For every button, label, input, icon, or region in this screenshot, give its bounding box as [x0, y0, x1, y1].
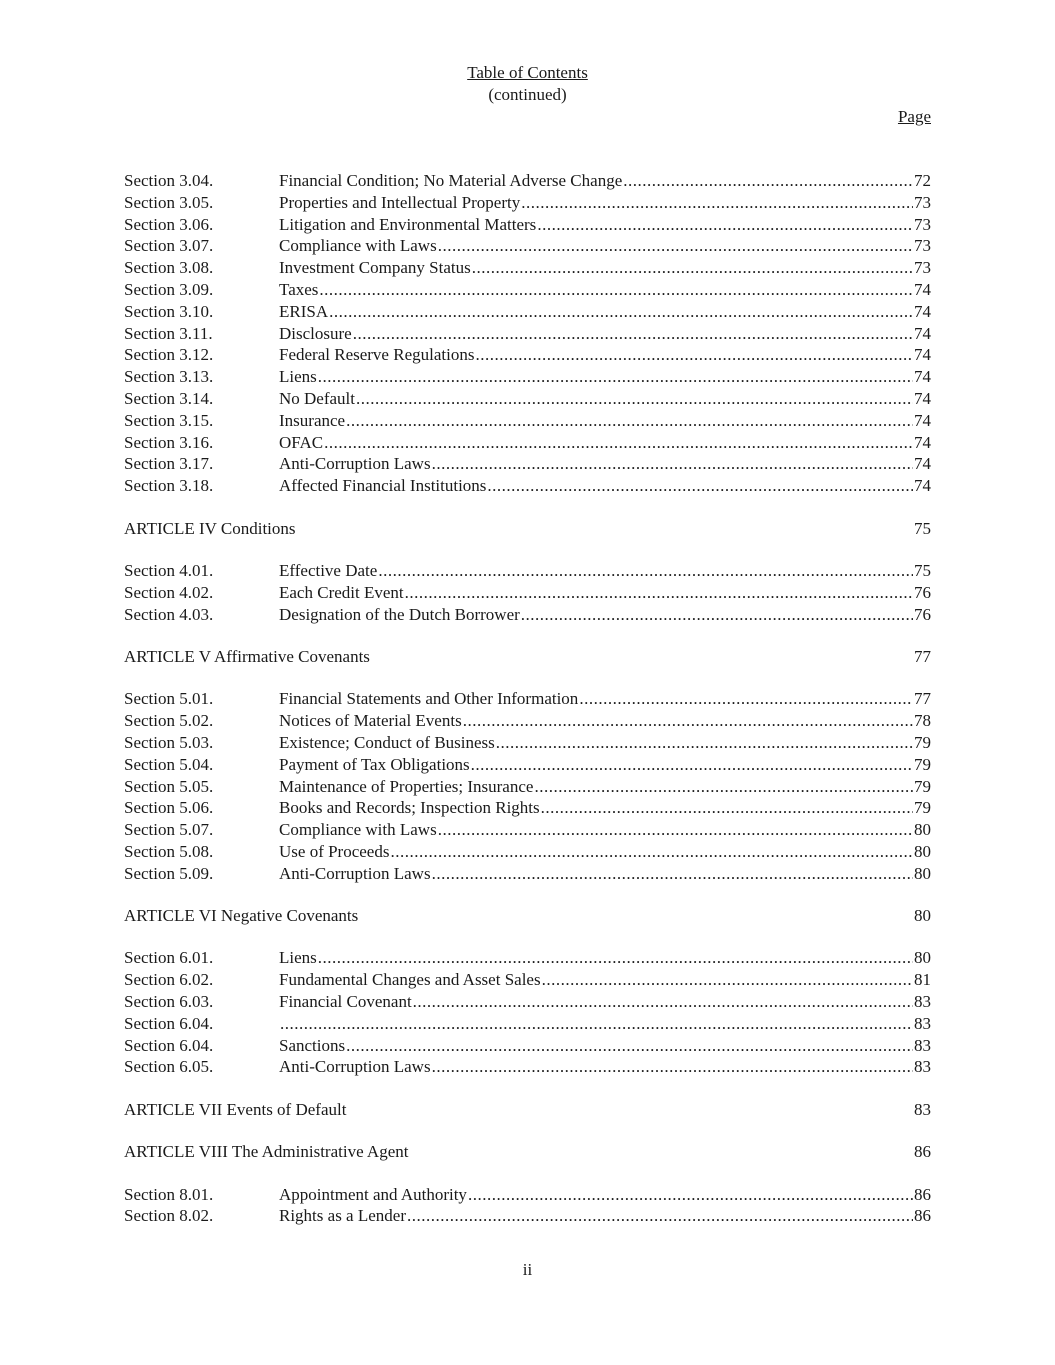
toc-section-entry — [124, 192, 931, 214]
toc-article-heading — [124, 646, 931, 668]
section-title: No Default — [279, 388, 356, 408]
toc-section-entry — [124, 991, 931, 1013]
section-title: Properties and Intellectual Property — [279, 192, 521, 212]
section-number: Section 3.08. — [124, 258, 214, 278]
section-page-number: 79 — [914, 754, 931, 774]
dot-leader — [346, 1035, 913, 1057]
section-title: Taxes — [279, 279, 319, 299]
section-title: Each Credit Event — [279, 582, 404, 602]
section-page-number: 74 — [914, 410, 931, 430]
section-number: Section 3.10. — [124, 301, 214, 321]
dot-leader — [472, 257, 913, 279]
article-page-number: 83 — [914, 1099, 931, 1119]
dot-leader — [319, 279, 913, 301]
toc-section-entry — [124, 863, 931, 885]
toc-section-entry — [124, 1013, 931, 1035]
section-title: Investment Company Status — [279, 258, 471, 278]
section-title: Liens — [279, 948, 317, 968]
toc-section-entry — [124, 560, 931, 582]
section-page-number: 86 — [914, 1206, 931, 1226]
section-title: Sanctions — [279, 1035, 346, 1055]
section-page-number: 80 — [914, 820, 931, 840]
toc-subtitle: (continued) — [488, 85, 567, 104]
toc-article-heading — [124, 1099, 931, 1121]
page-column-label: Page — [897, 107, 931, 126]
section-title: Use of Proceeds — [279, 841, 390, 861]
section-number: Section 3.11. — [124, 323, 213, 343]
toc-section-entry — [124, 432, 931, 454]
article-title: ARTICLE VIII The Administrative Agent — [124, 1142, 409, 1162]
toc-section-entry — [124, 170, 931, 192]
section-page-number: 80 — [914, 948, 931, 968]
article-title: ARTICLE VI Negative Covenants — [124, 906, 359, 926]
article-title: ARTICLE VII Events of Default — [124, 1099, 347, 1119]
dot-leader — [438, 235, 913, 257]
dot-leader — [356, 388, 913, 410]
section-page-number: 79 — [914, 798, 931, 818]
section-number: Section 6.01. — [124, 948, 214, 968]
section-page-number: 74 — [914, 454, 931, 474]
section-number: Section 5.03. — [124, 732, 214, 752]
toc-section-entry — [124, 1184, 931, 1206]
dot-leader — [534, 776, 913, 798]
section-title: Existence; Conduct of Business — [279, 732, 495, 752]
dot-leader — [432, 1056, 913, 1078]
section-number: Section 6.02. — [124, 970, 214, 990]
section-page-number: 78 — [914, 711, 931, 731]
article-page-number: 75 — [914, 518, 931, 538]
section-number: Section 3.13. — [124, 367, 214, 387]
toc-section-entry — [124, 301, 931, 323]
section-number: Section 5.04. — [124, 754, 214, 774]
section-page-number: 74 — [914, 279, 931, 299]
dot-leader — [623, 170, 913, 192]
section-title: Anti-Corruption Laws — [279, 863, 431, 883]
dot-leader — [378, 560, 913, 582]
section-number: Section 5.02. — [124, 711, 214, 731]
section-title: Insurance — [279, 410, 346, 430]
toc-title: Table of Contents — [467, 63, 588, 82]
section-number: Section 8.02. — [124, 1206, 214, 1226]
section-page-number: 75 — [914, 560, 931, 580]
section-page-number: 73 — [914, 192, 931, 212]
section-title: Books and Records; Inspection Rights — [279, 798, 540, 818]
section-number: Section 5.08. — [124, 841, 214, 861]
section-title: Fundamental Changes and Asset Sales — [279, 970, 541, 990]
section-title: Liens — [279, 367, 317, 387]
dot-leader — [432, 453, 913, 475]
section-number: Section 3.05. — [124, 192, 214, 212]
section-page-number: 79 — [914, 732, 931, 752]
toc-section-entry — [124, 366, 931, 388]
section-title: Litigation and Environmental Matters — [279, 214, 537, 234]
page-footer — [0, 1259, 1055, 1281]
dot-leader — [471, 754, 913, 776]
section-number: Section 3.09. — [124, 279, 214, 299]
section-page-number: 73 — [914, 214, 931, 234]
section-number: Section 3.18. — [124, 476, 214, 496]
dot-leader — [475, 344, 913, 366]
toc-section-entry — [124, 1205, 931, 1227]
section-number: Section 5.09. — [124, 863, 214, 883]
section-page-number: 72 — [914, 171, 931, 190]
dot-leader — [280, 1013, 913, 1035]
section-number: Section 3.12. — [124, 345, 214, 365]
toc-section-entry — [124, 1035, 931, 1057]
dot-leader — [353, 323, 913, 345]
toc-article-heading — [124, 905, 931, 927]
section-title: Financial Condition; No Material Adverse Change — [279, 171, 623, 190]
section-number: Section 6.03. — [124, 992, 214, 1012]
section-page-number: 76 — [914, 582, 931, 602]
dot-leader — [541, 797, 913, 819]
section-title: Designation of the Dutch Borrower — [279, 604, 520, 624]
article-title: ARTICLE V Affirmative Covenants — [124, 646, 370, 666]
toc-section-entry — [124, 1056, 931, 1078]
dot-leader — [405, 582, 913, 604]
toc-section-entry — [124, 797, 931, 819]
toc-section-entry — [124, 475, 931, 497]
toc-section-entry — [124, 582, 931, 604]
section-page-number: 74 — [914, 432, 931, 452]
dot-leader — [390, 841, 913, 863]
section-page-number: 74 — [914, 367, 931, 387]
toc-section-entry — [124, 754, 931, 776]
section-page-number: 77 — [914, 689, 931, 709]
toc-section-entry — [124, 235, 931, 257]
section-page-number: 80 — [914, 863, 931, 883]
section-number: Section 5.06. — [124, 798, 214, 818]
toc-article-heading — [124, 1141, 931, 1163]
section-number: Section 6.04. — [124, 1013, 214, 1033]
section-page-number: 74 — [914, 476, 931, 496]
dot-leader — [318, 366, 913, 388]
toc-list — [124, 170, 931, 1227]
section-number: Section 3.04. — [124, 171, 214, 190]
dot-leader — [542, 969, 913, 991]
toc-section-entry — [124, 257, 931, 279]
toc-section-entry — [124, 604, 931, 626]
section-number: Section 5.05. — [124, 776, 214, 796]
toc-section-entry — [124, 732, 931, 754]
section-number: Section 3.17. — [124, 454, 214, 474]
dot-leader — [407, 1205, 913, 1227]
section-title: Appointment and Authority — [279, 1184, 467, 1204]
section-page-number: 80 — [914, 841, 931, 861]
section-number: Section 4.01. — [124, 560, 214, 580]
toc-article-heading — [124, 518, 931, 540]
toc-section-entry — [124, 819, 931, 841]
dot-leader — [346, 410, 913, 432]
dot-leader — [487, 475, 913, 497]
section-page-number: 86 — [914, 1184, 931, 1204]
article-title: ARTICLE IV Conditions — [124, 518, 296, 538]
dot-leader — [496, 732, 913, 754]
section-title: Disclosure — [279, 323, 352, 343]
section-number: Section 6.04. — [124, 1035, 214, 1055]
section-title: Compliance with Laws — [279, 820, 437, 840]
dot-leader — [324, 432, 913, 454]
footer-page-number: ii — [522, 1260, 533, 1279]
dot-leader — [579, 688, 913, 710]
section-page-number: 83 — [914, 1013, 931, 1033]
toc-section-entry — [124, 688, 931, 710]
section-number: Section 3.16. — [124, 432, 214, 452]
section-title: OFAC — [279, 432, 324, 452]
toc-section-entry — [124, 344, 931, 366]
section-page-number: 83 — [914, 992, 931, 1012]
section-number: Section 5.07. — [124, 820, 214, 840]
section-number: Section 6.05. — [124, 1057, 214, 1077]
section-title: Effective Date — [279, 560, 378, 580]
toc-section-entry — [124, 841, 931, 863]
section-number: Section 3.07. — [124, 236, 214, 256]
toc-section-entry — [124, 410, 931, 432]
section-number: Section 3.06. — [124, 214, 214, 234]
dot-leader — [329, 301, 913, 323]
dot-leader — [438, 819, 913, 841]
section-number: Section 3.14. — [124, 388, 214, 408]
dot-leader — [318, 947, 913, 969]
toc-header — [0, 62, 1055, 106]
section-title: Payment of Tax Obligations — [279, 754, 470, 774]
section-title: Notices of Material Events — [279, 711, 462, 731]
toc-section-entry — [124, 323, 931, 345]
section-page-number: 74 — [914, 388, 931, 408]
toc-section-entry — [124, 279, 931, 301]
section-page-number: 74 — [914, 323, 931, 343]
section-title: ERISA — [279, 301, 329, 321]
article-page-number: 86 — [914, 1142, 931, 1162]
section-title: Compliance with Laws — [279, 236, 437, 256]
section-title: Financial Covenant — [279, 992, 412, 1012]
toc-section-entry — [124, 947, 931, 969]
toc-section-entry — [124, 710, 931, 732]
section-title: Rights as a Lender — [279, 1206, 406, 1226]
toc-section-entry — [124, 388, 931, 410]
section-number: Section 5.01. — [124, 689, 214, 709]
section-number: Section 4.02. — [124, 582, 214, 602]
section-page-number: 83 — [914, 1035, 931, 1055]
section-page-number: 81 — [914, 970, 931, 990]
section-title: Anti-Corruption Laws — [279, 1057, 431, 1077]
section-page-number: 79 — [914, 776, 931, 796]
section-title: Financial Statements and Other Information — [279, 689, 579, 709]
section-number: Section 8.01. — [124, 1184, 214, 1204]
section-page-number: 74 — [914, 301, 931, 321]
dot-leader — [521, 192, 913, 214]
section-number: Section 3.15. — [124, 410, 214, 430]
section-page-number: 76 — [914, 604, 931, 624]
dot-leader — [463, 710, 913, 732]
section-number: Section 4.03. — [124, 604, 214, 624]
section-page-number: 73 — [914, 236, 931, 256]
dot-leader — [432, 863, 913, 885]
section-title: Federal Reserve Regulations — [279, 345, 475, 365]
dot-leader — [413, 991, 913, 1013]
dot-leader — [521, 604, 913, 626]
article-page-number: 80 — [914, 906, 931, 926]
section-page-number: 74 — [914, 345, 931, 365]
toc-section-entry — [124, 453, 931, 475]
toc-section-entry — [124, 776, 931, 798]
section-page-number: 83 — [914, 1057, 931, 1077]
section-page-number: 73 — [914, 258, 931, 278]
dot-leader — [468, 1184, 913, 1206]
article-page-number: 77 — [914, 646, 931, 666]
toc-section-entry — [124, 969, 931, 991]
toc-section-entry — [124, 214, 931, 236]
section-title: Affected Financial Institutions — [279, 476, 487, 496]
section-title: Maintenance of Properties; Insurance — [279, 776, 534, 796]
dot-leader — [537, 214, 913, 236]
section-title: Anti-Corruption Laws — [279, 454, 431, 474]
